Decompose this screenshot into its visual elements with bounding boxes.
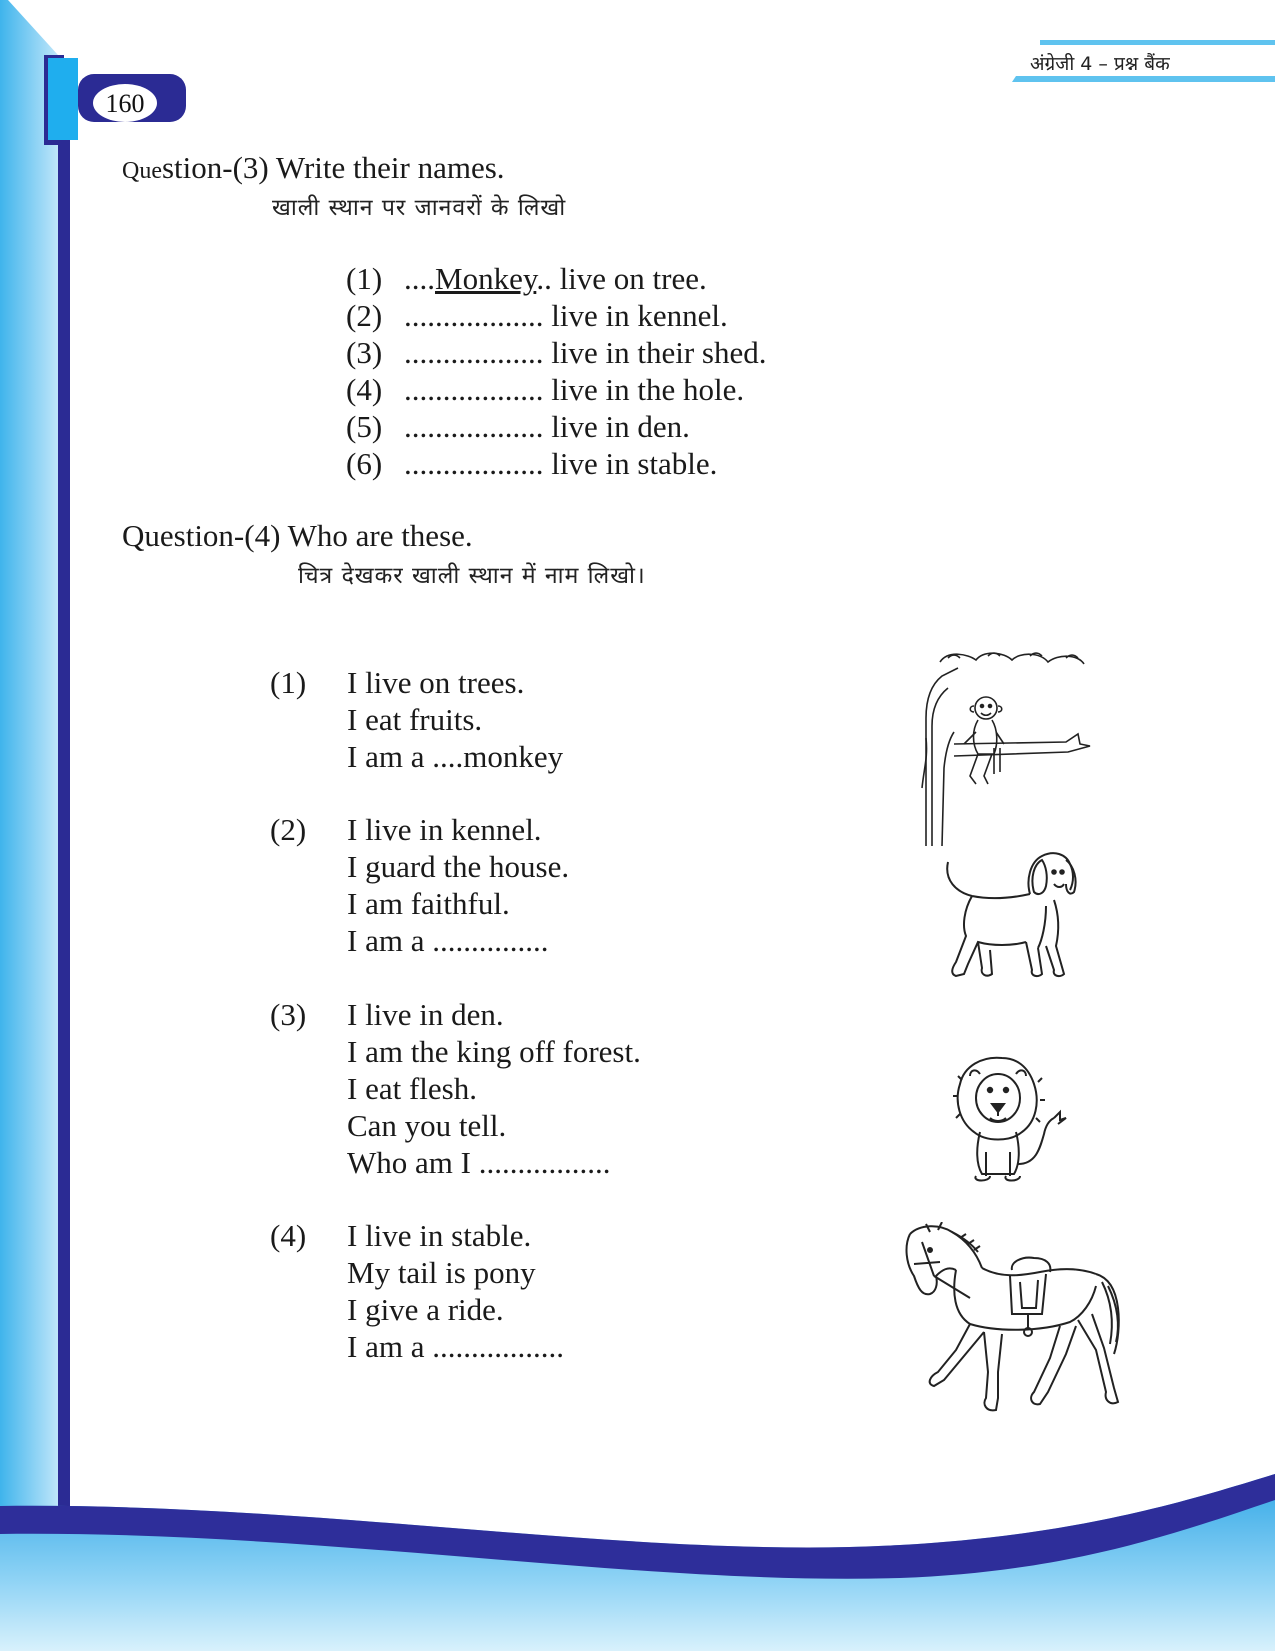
question-4-title: Question-(4) Who are these. xyxy=(122,518,473,553)
riddle-number: (3) xyxy=(270,997,307,1032)
item-number: (1) xyxy=(346,261,383,296)
left-band xyxy=(0,0,58,1651)
fill-row xyxy=(346,371,766,408)
riddle-line: I live in kennel. xyxy=(347,812,542,847)
header-top-line xyxy=(1040,40,1275,45)
item-number: (4) xyxy=(346,372,383,407)
left-rule xyxy=(58,110,70,1530)
riddle-line: I eat flesh. xyxy=(347,1071,477,1106)
riddle-line: I am a ....monkey xyxy=(347,739,564,774)
fill-row xyxy=(346,260,766,297)
riddle-line: Who am I ................. xyxy=(347,1145,611,1180)
item-number: (6) xyxy=(346,446,383,481)
question-3-title xyxy=(122,150,505,186)
question-3-hindi-instruction: खाली स्थान पर जानवरों के लिखो xyxy=(272,195,567,221)
riddle-line: I give a ride. xyxy=(347,1292,504,1327)
header-underline xyxy=(1012,76,1275,82)
question-3-title-rest: stion-(3) Write their names. xyxy=(161,150,505,185)
riddle-line: I am faithful. xyxy=(347,886,510,921)
riddle-line: I guard the house. xyxy=(347,849,570,884)
page-tab-fold xyxy=(48,58,78,140)
fill-row xyxy=(346,445,766,482)
riddle-line: My tail is pony xyxy=(347,1255,536,1290)
question-3-title-prefix: Que xyxy=(122,158,162,184)
item-text: .. live on tree. xyxy=(536,261,707,296)
riddle-number: (4) xyxy=(270,1218,307,1253)
book-title: अंग्रेजी 4 – प्रश्न बैंक xyxy=(1030,53,1170,75)
riddle-line: I live in stable. xyxy=(347,1218,532,1253)
question-3-list xyxy=(346,260,766,482)
item-text: .................. live in den. xyxy=(404,409,690,444)
riddle-line: I live on trees. xyxy=(347,665,525,700)
item-answer: Monkey xyxy=(435,261,537,296)
riddle-number: (2) xyxy=(270,812,307,847)
horse-picture xyxy=(900,1222,1126,1418)
item-number: (5) xyxy=(346,409,383,444)
riddle-line: Can you tell. xyxy=(347,1108,507,1143)
item-number: (3) xyxy=(346,335,383,370)
fill-row xyxy=(346,408,766,445)
riddle-line: I am a ................. xyxy=(347,1329,564,1364)
fill-row xyxy=(346,297,766,334)
fill-row xyxy=(346,334,766,371)
item-pre: .... xyxy=(404,261,435,296)
riddle-line: I am the king off forest. xyxy=(347,1034,641,1069)
item-text: .................. live in their shed. xyxy=(404,335,767,370)
dog-picture xyxy=(942,850,1082,990)
item-text: .................. live in the hole. xyxy=(404,372,745,407)
question-4-hindi-instruction: चित्र देखकर खाली स्थान में नाम लिखो। xyxy=(298,563,646,589)
riddle-line: I am a ............... xyxy=(347,923,549,958)
item-number: (2) xyxy=(346,298,383,333)
riddle-line: I eat fruits. xyxy=(347,702,483,737)
lion-picture xyxy=(952,1052,1072,1184)
riddle-line: I live in den. xyxy=(347,997,504,1032)
monkey-on-tree-picture xyxy=(918,648,1098,846)
riddle-number: (1) xyxy=(270,665,307,700)
page-number: 160 xyxy=(105,89,145,118)
item-text: .................. live in kennel. xyxy=(404,298,728,333)
item-text: .................. live in stable. xyxy=(404,446,718,481)
